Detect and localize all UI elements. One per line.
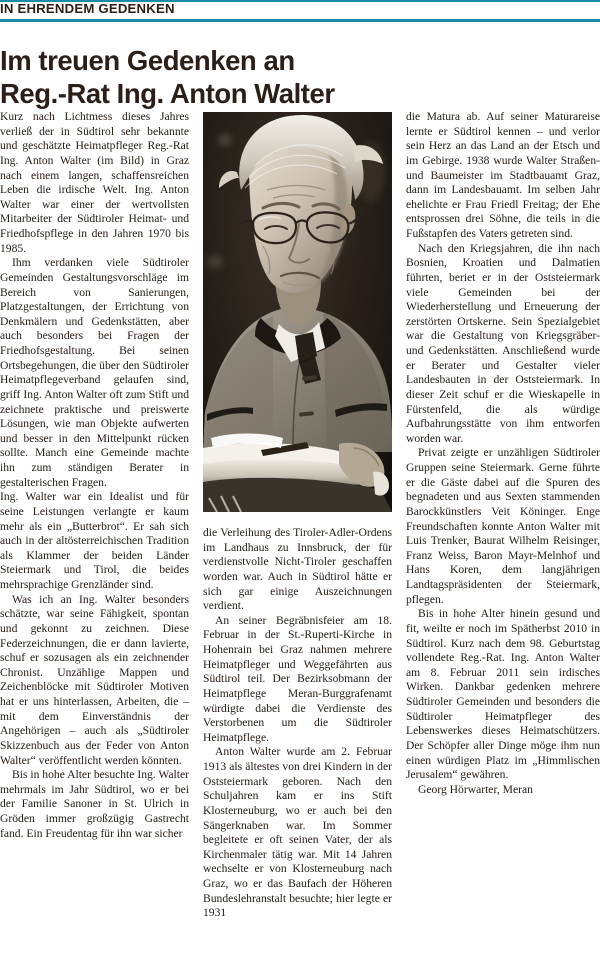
headline-line-1: Im treuen Gedenken an	[0, 45, 295, 77]
article-paragraph: die Matura ab. Auf seiner Maturareise lernte er Südtirol kennen – und verlor sein Herz an das Land an der Etsch und im Gebirge. 1938 wurde Walter Straßen- und Baumeister im Stadtbauamt Graz, dann im Landesbauamt. Im selben Jahr ehelichte er Frau Friedl Freitag; der Ehe entsprossen drei Söhne, die teils in die Fußstapfen des Vaters getreten sind.	[406, 110, 600, 240]
page-title	[0, 44, 430, 110]
headline-line-2: Reg.-Rat Ing. Anton Walter	[0, 78, 335, 110]
article-paragraph: Ing. Walter war ein Idealist und für seine Leistungen verlangte er kaum mehr als ein „Butterbrot“. Er sah sich auch in der altösterreichischen Tradition als Klammer der beiden Länder Steiermark und Tirol, die beides mehrsprachige Grenzländer sind.	[0, 490, 189, 591]
article-column-1	[0, 110, 189, 841]
section-kicker: IN EHRENDEM GEDENKEN	[0, 1, 175, 16]
article-paragraph: Anton Walter wurde am 2. Februar 1913 als ältestes von drei Kindern in der Oststeiermark geboren. Nach den Schuljahren kam er ins Stift Klosterneuburg, wo er auch bei den Sängerknaben war. Im Sommer begleitete er oft seinen Vater, der als Kirchenmaler tätig war. Mit 14 Jahren wechselte er von Klosterneuburg nach Graz, wo er das Baufach der Höheren Bundeslehranstalt besuchte; hier legte er 1931	[203, 745, 392, 920]
article-column-2	[203, 526, 392, 921]
article-paragraph: Ihm verdanken viele Südtiroler Gemeinden Gestaltungsvorschläge im Bereich von Sanierungen, Platzgestaltungen, der Errichtung von Denkmälern und Gedenkstätten, aber auch besonders bei Fragen der Friedhofsgestaltung. Bei seinen Ortsbegehungen, die über den Südtiroler Heimatpflegeverband gelaufen sind, griff Ing. Anton Walter oft zum Stift und zeichnete praktische und preiswerte Lösungen, wie man Objekte aufwerten und besser in den Mittelpunkt rücken sollte. Manch eine Gemeinde machte ihn zum ständigen Berater in gestalterischen Fragen.	[0, 256, 189, 489]
article-paragraph: Privat zeigte er unzähligen Südtiroler Gruppen seine Steiermark. Gerne führte er die Gäste dabei auf die Spuren des begnadeten und aus Sexten stammenden Barockkünstlers Veit Köninger. Enge Freundschaften konnte Anton Walter mit Luis Trenker, Baurat Wilhelm Reisinger, Franz Weiss, Baron Mayr-Melnhof und Hans Koren, dem langjährigen Landtagspräsidenten der Steiermark, pflegen.	[406, 446, 600, 606]
article-byline: Georg Hörwarter, Meran	[418, 782, 533, 796]
kicker-rule-bottom	[0, 19, 600, 22]
article-paragraph: Kurz nach Lichtmess dieses Jahres verließ der in Südtirol sehr bekannte und geschätzte Heimatpfleger Reg.-Rat Ing. Anton Walter (im Bild) in Graz nach einem langen, schaffensreichen Leben die irdische Welt. Ing. Anton Walter war einer der wertvollsten Mitarbeiter der Südtiroler Heimat- und Friedhofspflege in den Jahren 1970 bis 1985.	[0, 110, 189, 255]
article-photo	[203, 112, 392, 512]
article-paragraph: Nach den Kriegsjahren, die ihn nach Bosnien, Kroatien und Dalmatien führten, beriet er in der Oststeiermark viele Gemeinden bei der Wiederherstellung und Erneuerung der zerstörten Ortskerne. Sein Spezialgebiet war die Gestaltung von Kriegsgräber- und Gedenkstätten. Anschließend wurde er Berater und Gestalter vieler Landesbauten in der Oststeiermark. In dieser Zeit schuf er die Wieskapelle in Fürstenfeld, die als würdige Aufbahrungsstätte von ihm entworfen worden war.	[406, 241, 600, 445]
article-paragraph: die Verleihung des Tiroler-Adler-Ordens im Landhaus zu Innsbruck, der für verdienstvolle Nicht-Tiroler geschaffen worden war. Auch in Südtirol hätte er sich gar einige Auszeichnungen verdient.	[203, 526, 392, 613]
article-paragraph: Bis in hohe Alter hinein gesund und fit, weilte er noch im Spätherbst 2010 in Südtirol. Kurz nach dem 98. Geburtstag vollendete Reg.-Rat. Ing. Anton Walter am 8. Februar 2011 sein irdisches Wirken. Dankbar gedenken mehrere Südtiroler Gemeinden und besonders die Südtiroler Heimatpfleger des Lebenswerkes dieses Heimatschützers. Der Schöpfer aller Dinge möge ihm nun einen würdigen Platz im „Himmlischen Jerusalem“ gewähren.	[406, 607, 600, 782]
article-paragraph: Bis in hohe Alter besuchte Ing. Walter mehrmals im Jahr Südtirol, wo er bei der Familie Sanoner in St. Ulrich in Gröden immer großzügig Gastrecht fand. Ein Freudentag für ihn war sicher	[0, 768, 189, 840]
article-column-3	[406, 110, 600, 797]
article-paragraph: Was ich an Ing. Walter besonders schätzte, war seine Fähigkeit, spontan und gekonnt zu zeichnen. Diese Federzeichnungen, die er dann lavierte, schuf er sozusagen als ein zeichnender Chronist. Unzählige Mappen und Zeichenblöcke mit Südtiroler Motiven hat er uns hinterlassen, Arbeiten, die – mit dem Einverständnis der Angehörigen – auch als „Südtiroler Skizzenbuch aus der Feder von Anton Walter“ veröffentlicht werden könnten.	[0, 592, 189, 767]
portrait-illustration	[203, 112, 392, 512]
article-paragraph: An seiner Begräbnisfeier am 18. Februar in der St.-Ruperti-Kirche in Hohenrain bei Graz nahmen mehrere Heimatpfleger und Weggefährten aus Südtirol teil. Der Bezirksobmann der Heimatpflege Meran-Burggrafenamt würdigte dabei die Verdienste des Verstorbenen um die Südtiroler Heimatpflege.	[203, 613, 392, 744]
